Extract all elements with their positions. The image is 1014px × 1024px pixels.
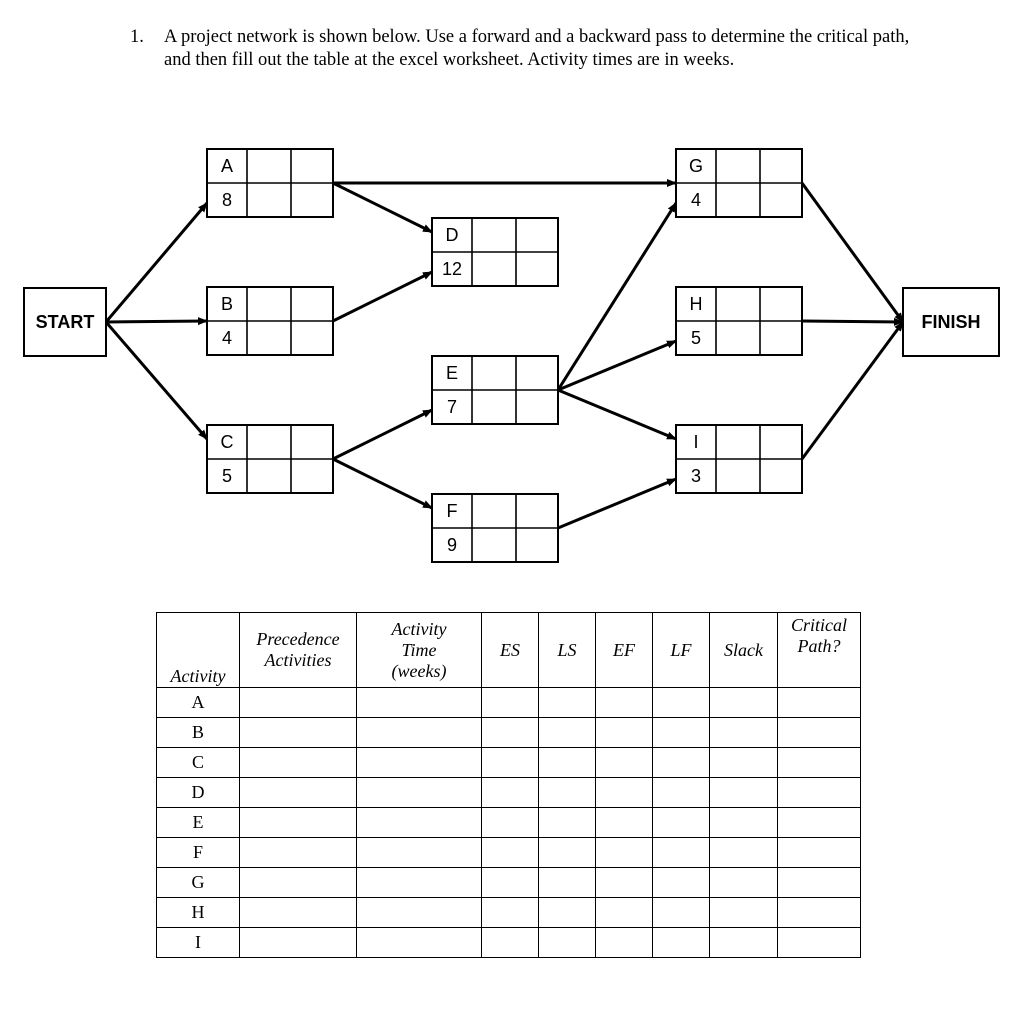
blank-cell — [596, 868, 653, 898]
edge-e-i — [558, 390, 676, 439]
node-id: G — [688, 156, 704, 176]
blank-cell — [710, 778, 778, 808]
edge-start-a — [106, 203, 207, 322]
node-d — [432, 218, 558, 286]
blank-cell — [710, 868, 778, 898]
blank-cell — [482, 838, 539, 868]
node-id: I — [693, 432, 699, 452]
blank-cell — [357, 718, 482, 748]
table-row — [157, 718, 861, 748]
activity-cell: D — [157, 778, 240, 808]
blank-cell — [710, 688, 778, 718]
header-critical-line1: Critical — [790, 615, 847, 635]
node-b — [207, 287, 333, 355]
table-row — [157, 688, 861, 718]
blank-cell — [778, 838, 861, 868]
node-id: B — [220, 294, 234, 314]
table-row — [157, 778, 861, 808]
node-time: 7 — [446, 397, 458, 417]
blank-cell — [778, 748, 861, 778]
blank-cell — [240, 778, 357, 808]
node-id: H — [689, 294, 703, 314]
blank-cell — [539, 718, 596, 748]
blank-cell — [653, 838, 710, 868]
node-h — [676, 287, 802, 355]
blank-cell — [539, 838, 596, 868]
blank-cell — [596, 808, 653, 838]
node-e — [432, 356, 558, 424]
edge-e-g — [558, 203, 676, 390]
blank-cell — [710, 898, 778, 928]
edge-h-finish — [802, 321, 903, 322]
start-label: START — [35, 312, 95, 332]
activity-cell: E — [157, 808, 240, 838]
blank-cell — [596, 718, 653, 748]
blank-cell — [482, 688, 539, 718]
blank-cell — [539, 778, 596, 808]
node-a — [207, 149, 333, 217]
node-i — [676, 425, 802, 493]
table-row — [157, 898, 861, 928]
blank-cell — [482, 808, 539, 838]
blank-cell — [596, 838, 653, 868]
header-lf: LF — [653, 613, 710, 688]
edge-b-d — [333, 272, 432, 321]
header-time-line3: (weeks) — [391, 660, 447, 681]
blank-cell — [240, 808, 357, 838]
blank-cell — [240, 688, 357, 718]
blank-cell — [778, 898, 861, 928]
blank-cell — [357, 748, 482, 778]
blank-cell — [482, 928, 539, 958]
blank-cell — [778, 778, 861, 808]
table-row — [157, 748, 861, 778]
blank-cell — [357, 808, 482, 838]
node-time: 12 — [441, 259, 463, 279]
activity-cell: H — [157, 898, 240, 928]
edge-f-i — [558, 479, 676, 528]
table-row — [157, 928, 861, 958]
blank-cell — [710, 718, 778, 748]
blank-cell — [357, 898, 482, 928]
blank-cell — [539, 748, 596, 778]
edge-c-e — [333, 410, 432, 459]
blank-cell — [357, 868, 482, 898]
blank-cell — [778, 868, 861, 898]
blank-cell — [596, 748, 653, 778]
node-id: F — [446, 501, 458, 521]
finish-label: FINISH — [921, 312, 981, 332]
blank-cell — [596, 898, 653, 928]
blank-cell — [357, 838, 482, 868]
table-row — [157, 838, 861, 868]
node-id: E — [445, 363, 459, 383]
header-slack: Slack — [710, 613, 778, 688]
node-time: 9 — [446, 535, 458, 555]
edge-e-h — [558, 341, 676, 390]
edge-c-f — [333, 459, 432, 508]
blank-cell — [539, 928, 596, 958]
blank-cell — [653, 808, 710, 838]
activity-cell: B — [157, 718, 240, 748]
blank-cell — [240, 898, 357, 928]
node-time: 8 — [221, 190, 233, 210]
activity-table — [156, 612, 861, 958]
activity-cell: F — [157, 838, 240, 868]
blank-cell — [653, 718, 710, 748]
question-text: A project network is shown below. Use a forward and a backward pass to determine the critical path, and then fill out the table at the excel worksheet. Activity times are in weeks. — [164, 27, 910, 70]
blank-cell — [596, 928, 653, 958]
blank-cell — [778, 718, 861, 748]
activity-cell: G — [157, 868, 240, 898]
blank-cell — [357, 688, 482, 718]
blank-cell — [482, 778, 539, 808]
header-precedence-text: Precedence Activities — [256, 629, 340, 670]
blank-cell — [710, 838, 778, 868]
header-ef: EF — [596, 613, 653, 688]
node-time: 5 — [690, 328, 702, 348]
header-activity-time — [357, 613, 482, 688]
header-es: ES — [482, 613, 539, 688]
activity-cell: A — [157, 688, 240, 718]
node-id: C — [220, 432, 234, 452]
header-precedence — [240, 613, 357, 688]
header-ls: LS — [539, 613, 596, 688]
header-critical-path — [778, 613, 861, 688]
edge-start-c — [106, 322, 207, 439]
blank-cell — [539, 688, 596, 718]
blank-cell — [539, 808, 596, 838]
blank-cell — [596, 688, 653, 718]
node-time: 3 — [690, 466, 702, 486]
node-c — [207, 425, 333, 493]
blank-cell — [482, 748, 539, 778]
node-time: 4 — [221, 328, 233, 348]
blank-cell — [778, 928, 861, 958]
edge-g-finish — [802, 183, 903, 322]
blank-cell — [539, 868, 596, 898]
question-number: 1. — [130, 27, 144, 47]
start-node — [24, 288, 106, 356]
blank-cell — [778, 808, 861, 838]
node-f — [432, 494, 558, 562]
blank-cell — [240, 868, 357, 898]
table-row — [157, 808, 861, 838]
header-activity: Activity — [157, 613, 240, 688]
blank-cell — [240, 748, 357, 778]
blank-cell — [653, 898, 710, 928]
blank-cell — [240, 928, 357, 958]
blank-cell — [240, 838, 357, 868]
node-layer — [24, 149, 999, 562]
blank-cell — [539, 898, 596, 928]
edge-a-d — [333, 183, 432, 232]
blank-cell — [357, 928, 482, 958]
blank-cell — [653, 928, 710, 958]
blank-cell — [482, 898, 539, 928]
node-g — [676, 149, 802, 217]
activity-cell: C — [157, 748, 240, 778]
blank-cell — [653, 778, 710, 808]
header-time-line2: Time — [401, 639, 437, 660]
node-id: A — [220, 156, 234, 176]
blank-cell — [653, 688, 710, 718]
table-header-row — [157, 613, 861, 688]
table-body — [157, 688, 861, 958]
table-row — [157, 868, 861, 898]
blank-cell — [596, 778, 653, 808]
node-id: D — [445, 225, 459, 245]
finish-node — [903, 288, 999, 356]
blank-cell — [240, 718, 357, 748]
node-time: 4 — [690, 190, 702, 210]
blank-cell — [357, 778, 482, 808]
blank-cell — [653, 868, 710, 898]
blank-cell — [710, 928, 778, 958]
activity-cell: I — [157, 928, 240, 958]
blank-cell — [482, 718, 539, 748]
blank-cell — [710, 808, 778, 838]
header-time-line1: Activity — [391, 618, 447, 639]
edge-i-finish — [802, 322, 903, 459]
blank-cell — [653, 748, 710, 778]
header-critical-line2: Path? — [797, 636, 841, 656]
blank-cell — [710, 748, 778, 778]
node-time: 5 — [221, 466, 233, 486]
blank-cell — [778, 688, 861, 718]
edge-start-b — [106, 321, 207, 322]
blank-cell — [482, 868, 539, 898]
